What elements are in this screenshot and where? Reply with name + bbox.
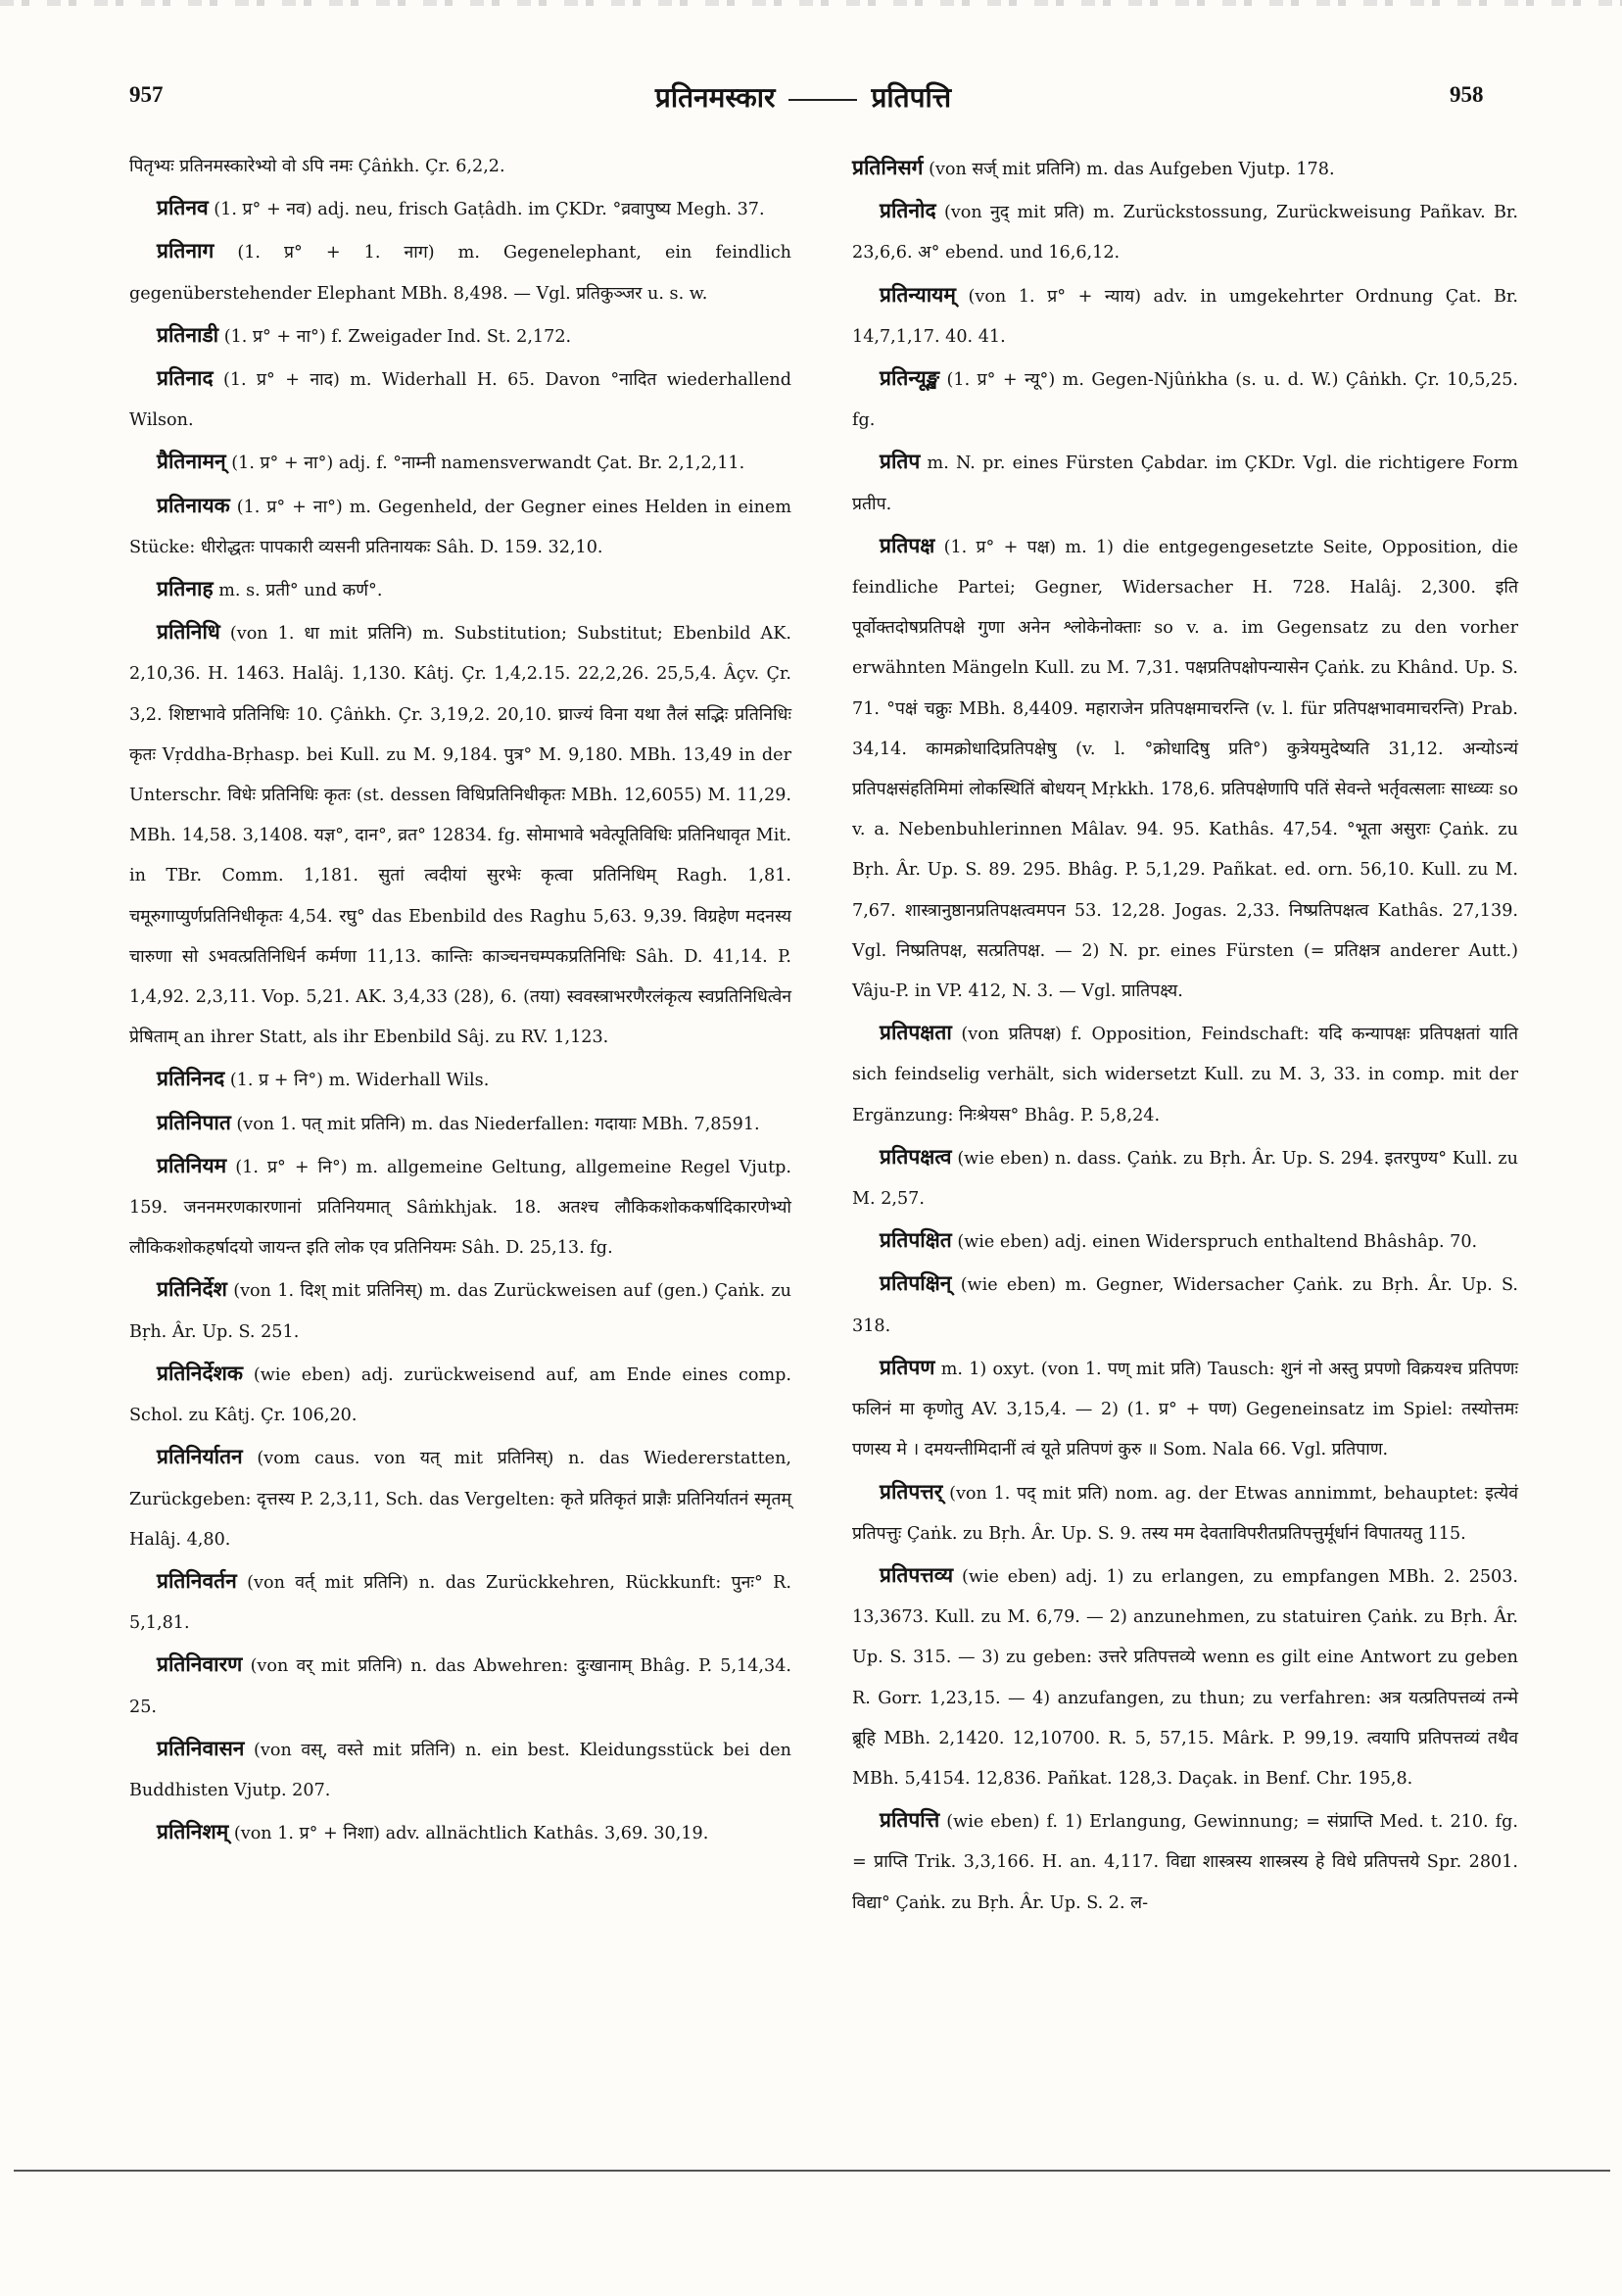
bottom-rule (14, 2170, 1610, 2172)
dictionary-entry (129, 314, 791, 358)
entry-text: (von वर् mit प्रतिनि) n. das Abwehren: दुःखानाम् Bhâg. P. 5,14,34. 25. (129, 1656, 792, 1717)
entry-headword: प्रतिपत्ति (880, 1807, 940, 1833)
page-number-left: 957 (129, 82, 164, 107)
entry-headword: प्रतिनोद (880, 198, 936, 223)
entry-headword: प्रतिनायक (157, 492, 230, 517)
entry-headword: प्रतिनाग (157, 238, 215, 263)
entry-headword: प्रतिपक्षिन् (880, 1270, 952, 1296)
entry-headword: प्रतिप (880, 449, 921, 474)
entry-headword: प्रतिनिधि (157, 619, 220, 645)
entry-headword: प्रतिपक्ष (880, 532, 935, 557)
entry-headword: प्रतिनिपात (157, 1109, 231, 1134)
entry-text: (1. प्र° + ना°) m. Gegenheld, der Gegner eines Helden in einem Stücke: धीरोद्धतः पापकारी व्यसनी प्रतिनायकः Sâh. D. 159. 32,10. (129, 497, 792, 557)
dictionary-entry (129, 1268, 791, 1352)
dictionary-entry (129, 1353, 791, 1436)
entry-text: (von 1. दिश् mit प्रतिनिस्) m. das Zurückweisen auf (gen.) Çaṅk. zu Bṛh. Âr. Up. S. 251. (129, 1281, 792, 1342)
entry-headword: प्रतिपण (880, 1354, 935, 1379)
entry-text: (1. प्र° + नि°) m. allgemeine Geltung, allgemeine Regel Vjutp. 159. जननमरणकारणानां प्रतिनियमात् Sâṁkhjak. 18. अतश्च लौकिकशोककर्षादिकारणेभ्यो लौकिकशोकहर्षादयो जायन्त इति लोक एव प्रतिनियमः Sâh. D. 25,13. fg. (129, 1157, 791, 1259)
dictionary-entry (129, 1145, 791, 1269)
entry-headword: प्रतिनिवारण (157, 1651, 243, 1677)
entry-text: m. s. प्रती° und कर्ण°. (218, 581, 383, 601)
head-dash (788, 99, 857, 101)
dictionary-entry (129, 568, 791, 611)
dictionary-entry (852, 1555, 1518, 1799)
entry-text: (von 1. प्र° + निशा) adv. allnächtlich Kathâs. 3,69. 30,19. (233, 1824, 709, 1844)
entry-text: पितृभ्यः प्रतिनमस्कारेभ्यो वो ऽपि नमः Çâṅkh. Çr. 6,2,2. (129, 157, 505, 176)
dictionary-entry (129, 611, 791, 1058)
entry-headword: प्रतिपक्षित (880, 1227, 952, 1253)
entry-headword: प्रतिपत्तव्य (880, 1561, 954, 1587)
dictionary-entry (129, 441, 791, 484)
dictionary-entry (852, 1471, 1518, 1555)
entry-text: (1. प्र° + 1. नाग) m. Gegenelephant, ein feindlich gegenüberstehender Elephant MBh. 8,498. — Vgl. प्रतिकुञ्जर u. s. w. (129, 243, 791, 304)
entry-text: (1. प्र° + पक्ष) m. 1) die entgegengesetzte Seite, Opposition, die feindliche Partei; Gegner, Widersacher H. 728. Halâj. 2,300. इति पूर्वोक्तदोषप्रतिपक्षे गुणा अनेन श्लोकेनोक्ताः so v. a. im Gegensatz zu den vorher erwähnten Mängeln Kull. zu M. 7,31. पक्षप्रतिपक्षोपन्यासेन Çaṅk. zu Khând. Up. S. 71. °पक्षं चक्रुः MBh. 8,4409. महाराजेन प्रतिपक्षमाचरन्ति (v. l. für प्रतिपक्षभावमाचरन्ति) Prab. 34,14. कामक्रोधादिप्रतिपक्षेषु (v. l. °क्रोधादिषु प्रति°) कुत्रेयमुदेष्यति 31,12. अन्योऽन्यं प्रतिपक्षसंहतिमिमां लोकस्थितिं बोधयन् Mṛkkh. 178,6. प्रतिपक्षेणापि पतिं सेवन्ते भर्तृवत्सलाः साध्व्यः so v. a. Nebenbuhlerinnen Mâlav. 94. 95. Kathâs. 47,54. °भूता असुराः Çaṅk. zu Bṛh. Âr. Up. S. 89. 295. Bhâg. P. 5,1,29. Pañkat. ed. orn. 56,10. Kull. zu M. 7,67. शास्त्रानुष्ठानप्रतिपक्षत्वमपन 53. 12,28. Jogas. 2,33. निष्प्रतिपक्षत्व Kathâs. 27,139. Vgl. निष्प्रतिपक्ष, सत्प्रतिपक्ष. — 2) N. pr. eines Fürsten (= प्रतिक्षत्र anderer Autt.) Vâju-P. in VP. 412, N. 3. — Vgl. प्रातिपक्ष्य. (852, 537, 1518, 1002)
entry-headword: प्रतिनिर्यातन (157, 1444, 243, 1469)
entry-text: (wie eben) m. Gegner, Widersacher Çaṅk. zu Bṛh. Âr. Up. S. 318. (852, 1275, 1519, 1336)
entry-text: (1. प्र° + न्यू°) m. Gegen-Njûṅkha (s. u. d. W.) Çâṅkh. Çr. 10,5,25. fg. (852, 370, 1519, 431)
dictionary-entry (129, 1728, 791, 1811)
entry-headword: प्रतिनिर्देशक (157, 1360, 244, 1385)
dictionary-entry (129, 230, 791, 313)
entry-text: (vom caus. von यत् mit प्रतिनिस्) n. das Wiedererstatten, Zurückgeben: दृत्तस्य P. 2,3,11, Sch. das Vergelten: कृते प्रतिकृतं प्राज्ञैः प्रतिनिर्यातनं स्मृतम् Halâj. 4,80. (129, 1449, 791, 1550)
entry-text: (1. प्र + नि°) m. Widerhall Wils. (229, 1071, 490, 1091)
dictionary-entry (129, 1436, 791, 1560)
entry-headword: प्रतिनाह (157, 576, 214, 601)
entry-text: (von 1. प्र° + न्याय) adv. in umgekehrter Ordnung Çat. Br. 14,7,1,17. 40. 41. (852, 286, 1518, 347)
entry-text: (1. प्र° + नव) adj. neu, frisch Gaṭâdh. im ÇKDr. °व्रवापुष्य Megh. 37. (214, 200, 765, 220)
entry-text: (1. प्र° + ना°) adj. f. °नाम्नी namensverwandt Çat. Br. 2,1,2,11. (231, 454, 745, 474)
dictionary-entry (852, 190, 1518, 273)
dictionary-entry (129, 358, 791, 441)
entry-text: (von वस्, वस्ते mit प्रतिनि) n. ein best. Kleidungsstück bei den Buddhisten Vjutp. 207. (129, 1740, 791, 1800)
dictionary-entry (129, 1560, 791, 1644)
entry-headword: प्रतिनिवर्तन (157, 1567, 237, 1593)
entry-text: (1. प्र° + ना°) f. Zweigader Ind. St. 2,172. (223, 326, 572, 347)
right-column (852, 147, 1518, 1924)
entry-headword: प्रतिन्यूङ्ख (880, 365, 940, 391)
left-column (129, 147, 791, 1854)
entry-headword: प्रतिनव (157, 195, 209, 220)
dictionary-entry (852, 1012, 1518, 1136)
dictionary-entry (852, 1263, 1518, 1346)
head-word-right: प्रतिपत्ति (871, 81, 952, 114)
dictionary-entry (852, 1220, 1518, 1263)
dictionary-entry (852, 1799, 1518, 1924)
entry-headword: प्रतिनिवासन (157, 1735, 245, 1760)
entry-headword: प्रतिनाद (157, 365, 214, 391)
entry-text: (von नुद् mit प्रति) m. Zurückstossung, Zurückweisung Pañkav. Br. 23,6,6. अ° ebend. und 16,6,12. (852, 203, 1519, 263)
entry-text: (von 1. पत् mit प्रतिनि) m. das Niederfallen: गदायाः MBh. 7,8591. (236, 1114, 760, 1134)
entry-headword: प्रतिन्यायम् (880, 281, 956, 307)
entry-text: (von प्रतिपक्ष) f. Opposition, Feindschaft: यदि कन्यापक्षः प्रतिपक्षतां याति sich feindselig verhält, sich widersetzt Kull. zu M. 3, 33. in comp. mit der Ergänzung: निःश्रेयस° Bhâg. P. 5,8,24. (852, 1025, 1518, 1125)
entry-text: (von 1. पद् mit प्रति) nom. ag. der Etwas annimmt, behauptet: इत्येवं प्रतिपत्तुः Çaṅk. zu Bṛh. Âr. Up. S. 9. तस्य मम देवताविपरीतप्रतिपत्तुर्मूर्धानं विपातयतु 115. (852, 1483, 1518, 1544)
entry-headword: प्रतिनाडी (157, 321, 219, 347)
entry-text: (wie eben) adj. zurückweisend auf, am Ende eines comp. Schol. zu Kâtj. Çr. 106,20. (129, 1364, 791, 1426)
entry-text: (von वर्त् mit प्रतिनि) n. das Zurückkehren, Rückkunft: पुनः° R. 5,1,81. (129, 1572, 791, 1634)
page-number-right: 958 (1450, 82, 1484, 107)
entry-headword: प्रतिनियम (157, 1152, 227, 1177)
dictionary-entry (852, 274, 1518, 358)
entry-headword: प्रैतिनामन् (157, 449, 226, 474)
entry-headword: प्रतिपक्षता (880, 1020, 952, 1045)
dictionary-entry (129, 1102, 791, 1145)
entry-headword: प्रतिनिशम् (157, 1819, 229, 1844)
entry-headword: प्रतिपक्षत्व (880, 1143, 952, 1169)
dictionary-entry (852, 358, 1518, 441)
dictionary-entry (129, 187, 791, 230)
dictionary-entry (129, 1058, 791, 1101)
head-word-left: प्रतिनमस्कार (654, 81, 776, 114)
entry-text: (wie eben) f. 1) Erlangung, Gewinnung; = संप्राप्ति Med. t. 210. fg. = प्राप्ति Trik. 3,3,166. H. an. 4,117. विद्या शास्त्रस्य शास्त्रस्य हे विधे प्रतिपत्तये Spr. 2801. विद्या° Çaṅk. zu Bṛh. Âr. Up. S. 2. ल- (852, 1812, 1518, 1913)
dictionary-entry (852, 525, 1518, 1012)
entry-text: (von सर्ज् mit प्रतिनि) m. das Aufgeben Vjutp. 178. (929, 160, 1335, 179)
entry-text: m. 1) oxyt. (von 1. पण् mit प्रति) Tausch: शुनं नो अस्तु प्रपणो विक्रयश्च प्रतिपणः फलिनं मा कृणोतु AV. 3,15,4. — 2) (1. प्र° + पण) Gegeneinsatz im Spiel: तस्योत्तमः पणस्य मे । दमयन्तीमिदानीं त्वं यूते प्रतिपणं कुरु ॥ Som. Nala 66. Vgl. प्रतिपाण. (852, 1359, 1519, 1460)
running-head (568, 78, 1038, 116)
dictionary-entry (129, 1811, 791, 1854)
entry-text: (1. प्र° + नाद) m. Widerhall H. 65. Davon °नादित wiederhallend Wilson. (129, 370, 792, 431)
entry-text: (wie eben) adj. 1) zu erlangen, zu empfangen MBh. 2. 2503. 13,3673. Kull. zu M. 6,79. — 2) anzunehmen, zu statuiren Çaṅk. zu Bṛh. Âr. Up. S. 315. — 3) zu geben: उत्तरे प्रतिपत्तव्ये wenn es gilt eine Antwort zu geben R. Gorr. 1,23,15. — 4) anzufangen, zu thun; zu verfahren: अत्र यत्प्रतिपत्तव्यं तन्मे ब्रूहि MBh. 2,1420. 12,10700. R. 5, 57,15. Mârk. P. 99,19. त्वयापि प्रतिपत्तव्यं तथैव MBh. 5,4154. 12,836. Pañkat. 128,3. Daçak. in Benf. Chr. 195,8. (852, 1566, 1519, 1789)
entry-text: m. N. pr. eines Fürsten Çabdar. im ÇKDr. Vgl. die richtigere Form प्रतीप. (852, 454, 1518, 514)
entry-headword: प्रतिनिसर्ग (852, 155, 924, 179)
entry-text: (von 1. धा mit प्रतिनि) m. Substitution; Substitut; Ebenbild AK. 2,10,36. H. 1463. Halâj. 1,130. Kâtj. Çr. 1,4,2.15. 22,2,26. 25,5,4. Âçv. Çr. 3,2. शिष्टाभावे प्रतिनिधिः 10. Çâṅkh. Çr. 3,19,2. 20,10. घ्राज्यं विना यथा तैलं सद्भिः प्रतिनिधिः कृतः Vṛddha-Bṛhasp. bei Kull. zu M. 9,184. पुत्र° M. 9,180. MBh. 13,49 in der Unterschr. विधेः प्रतिनिधिः कृतः (st. dessen विधिप्रतिनिधीकृतः MBh. 12,6055) M. 11,29. MBh. 14,58. 3,1408. यज्ञ°, दान°, व्रत° 12834. fg. सोमाभावे भवेत्पूतिविधिः प्रतिनिधावृत Mit. in TBr. Comm. 1,181. सुतां त्वदीयां सुरभेः कृत्वा प्रतिनिधिम् Ragh. 1,81. चमूरुगाप्युर्णप्रतिनिधीकृतः 4,54. रघु° das Ebenbild des Raghu 5,63. 9,39. विग्रहेण मदनस्य चारुणा सो ऽभवत्प्रतिनिधिर्न कर्मणा 11,13. कान्तिः काञ्चनचम्पकप्रतिनिधिः Sâh. D. 41,14. P. 1,4,92. 2,3,11. Vop. 5,21. AK. 3,4,33 (28), 6. (तया) स्ववस्त्राभरणैरलंकृत्य स्वप्रतिनिधित्वेन प्रेषिताम् an ihrer Statt, als ihr Ebenbild Sâj. zu RV. 1,123. (129, 624, 792, 1048)
entry-headword: प्रतिनिनद (157, 1066, 225, 1091)
dictionary-entry (852, 441, 1518, 524)
entry-text: (wie eben) adj. einen Widerspruch enthaltend Bhâshâp. 70. (957, 1232, 1478, 1253)
dictionary-entry (852, 1347, 1518, 1471)
dictionary-entry (852, 147, 1518, 190)
dictionary-entry (129, 147, 791, 187)
dictionary-entry (129, 1644, 791, 1727)
scan-artifact (0, 0, 1622, 6)
entry-headword: प्रतिपत्तर् (880, 1478, 943, 1504)
dictionary-entry (852, 1136, 1518, 1220)
entry-headword: प्रतिनिर्देश (157, 1276, 227, 1302)
dictionary-entry (129, 485, 791, 568)
entry-text: (wie eben) n. dass. Çaṅk. zu Bṛh. Âr. Up. S. 294. इतरपुण्य° Kull. zu M. 2,57. (852, 1148, 1518, 1210)
